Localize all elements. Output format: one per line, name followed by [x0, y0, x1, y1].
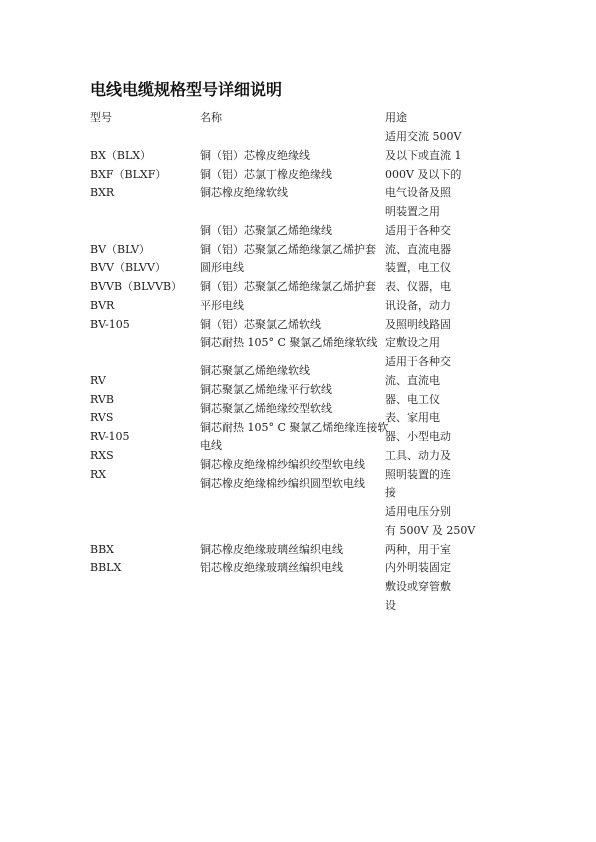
usage-line: 定敷设之用 [385, 336, 440, 350]
cable-name-line: 铜芯橡皮绝缘棉纱编织圆型软电线 [200, 476, 365, 490]
cable-name-line: 圆形电线 [200, 261, 244, 275]
model-code: BX（BLX） [90, 148, 152, 162]
usage-column [385, 222, 451, 353]
usage-line: 明装置之用 [385, 205, 440, 218]
model-code: BVR [90, 298, 115, 312]
usage-line: 适用于各种交 [385, 355, 451, 368]
usage-column [385, 128, 462, 222]
model-code: BVV（BLVV） [90, 261, 166, 275]
model-code: BBX [90, 542, 114, 556]
cable-name-line: 铜芯聚氯乙烯绝缘绞型软线 [200, 401, 332, 415]
usage-line: 电气设备及照 [385, 186, 451, 200]
cable-name-line: 铜芯耐热 105° C 聚氯乙烯绝缘软线 [200, 336, 378, 350]
usage-line: 两种，用于室 [385, 542, 451, 556]
usage-line: 器、小型电动 [385, 430, 451, 443]
model-code: RV [90, 373, 106, 387]
name-column [200, 222, 377, 353]
cable-name-line: 铜芯橡皮绝缘玻璃丝编织电线 [200, 542, 343, 556]
name-column [200, 147, 332, 203]
cable-name-line: 铜芯橡皮绝缘棉纱编织绞型软电线 [200, 458, 365, 472]
cable-name-line: 铜芯耐热 105° C 聚氯乙烯绝缘连接软 [200, 420, 389, 434]
usage-column [385, 353, 451, 503]
usage-line: 工具、动力及 [385, 448, 451, 462]
cable-name-line: 电线 [200, 439, 222, 453]
cable-name-line: 铜芯橡皮绝缘软线 [200, 186, 288, 200]
model-code: BXF（BLXF） [90, 167, 167, 181]
model-code: RXS [90, 448, 114, 462]
model-code: BVVB（BLVVB） [90, 280, 183, 293]
model-code: BXR [90, 186, 115, 200]
usage-line: 表、家用电 [385, 411, 440, 425]
model-code: RVS [90, 411, 114, 425]
usage-line: 讯设备，动力 [385, 298, 451, 312]
usage-line: 内外明装固定 [385, 561, 451, 575]
model-code: RV-105 [90, 430, 130, 443]
usage-column [385, 503, 475, 616]
model-code: BV（BLV） [90, 242, 151, 256]
name-column [200, 541, 343, 579]
usage-line: 设 [385, 598, 396, 612]
usage-line: 器、电工仪 [385, 392, 440, 406]
model-code: BBLX [90, 561, 122, 575]
usage-line: 适用于各种交 [385, 223, 451, 237]
usage-line: 000V 及以下的 [385, 167, 462, 181]
cable-name-line: 平形电线 [200, 298, 244, 312]
usage-line: 适用电压分别 [385, 505, 451, 518]
model-column [90, 147, 166, 203]
model-column [90, 372, 130, 485]
cable-name-line: 铜（铝）芯氯丁橡皮绝缘线 [200, 167, 332, 181]
model-column [90, 241, 182, 335]
model-code: RX [90, 467, 107, 481]
cable-name-line: 铜（铝）芯聚氯乙烯软线 [200, 317, 321, 331]
usage-line: 照明装置的连 [385, 467, 451, 481]
document-title: 电线电缆规格型号详细说明 [90, 80, 283, 99]
cable-name-line: 铜芯聚氯乙烯绝缘软线 [200, 364, 310, 378]
usage-line: 敷设或穿管敷 [385, 580, 451, 593]
usage-line: 适用交流 500V [385, 130, 462, 143]
usage-line: 及以下或直流 1 [385, 148, 462, 162]
usage-line: 接 [385, 486, 396, 500]
header-name: 名称 [200, 111, 222, 124]
model-code: RVB [90, 392, 114, 406]
header-model: 型号 [90, 111, 112, 124]
usage-line: 有 500V 及 250V [385, 523, 476, 537]
cable-name-line: 铜（铝）芯聚氯乙烯绝缘氯乙烯护套 [200, 280, 376, 293]
model-column [90, 541, 121, 579]
usage-line: 表、仪器，电 [385, 280, 451, 293]
usage-line: 及照明线路固 [385, 317, 451, 331]
name-column [200, 362, 388, 493]
cable-name-line: 铝芯橡皮绝缘玻璃丝编织电线 [200, 561, 343, 575]
usage-line: 流、直流电器 [385, 242, 451, 256]
cable-name-line: 铜（铝）芯聚氯乙烯绝缘线 [200, 223, 332, 237]
usage-line: 装置，电工仪 [385, 261, 451, 275]
usage-line: 流、直流电 [385, 373, 440, 387]
cable-name-line: 铜（铝）芯橡皮绝缘线 [200, 148, 310, 162]
model-code: BV-105 [90, 317, 130, 331]
header-usage: 用途 [385, 111, 407, 124]
cable-name-line: 铜（铝）芯聚氯乙烯绝缘氯乙烯护套 [200, 242, 376, 256]
cable-name-line: 铜芯聚氯乙烯绝缘平行软线 [200, 383, 332, 397]
